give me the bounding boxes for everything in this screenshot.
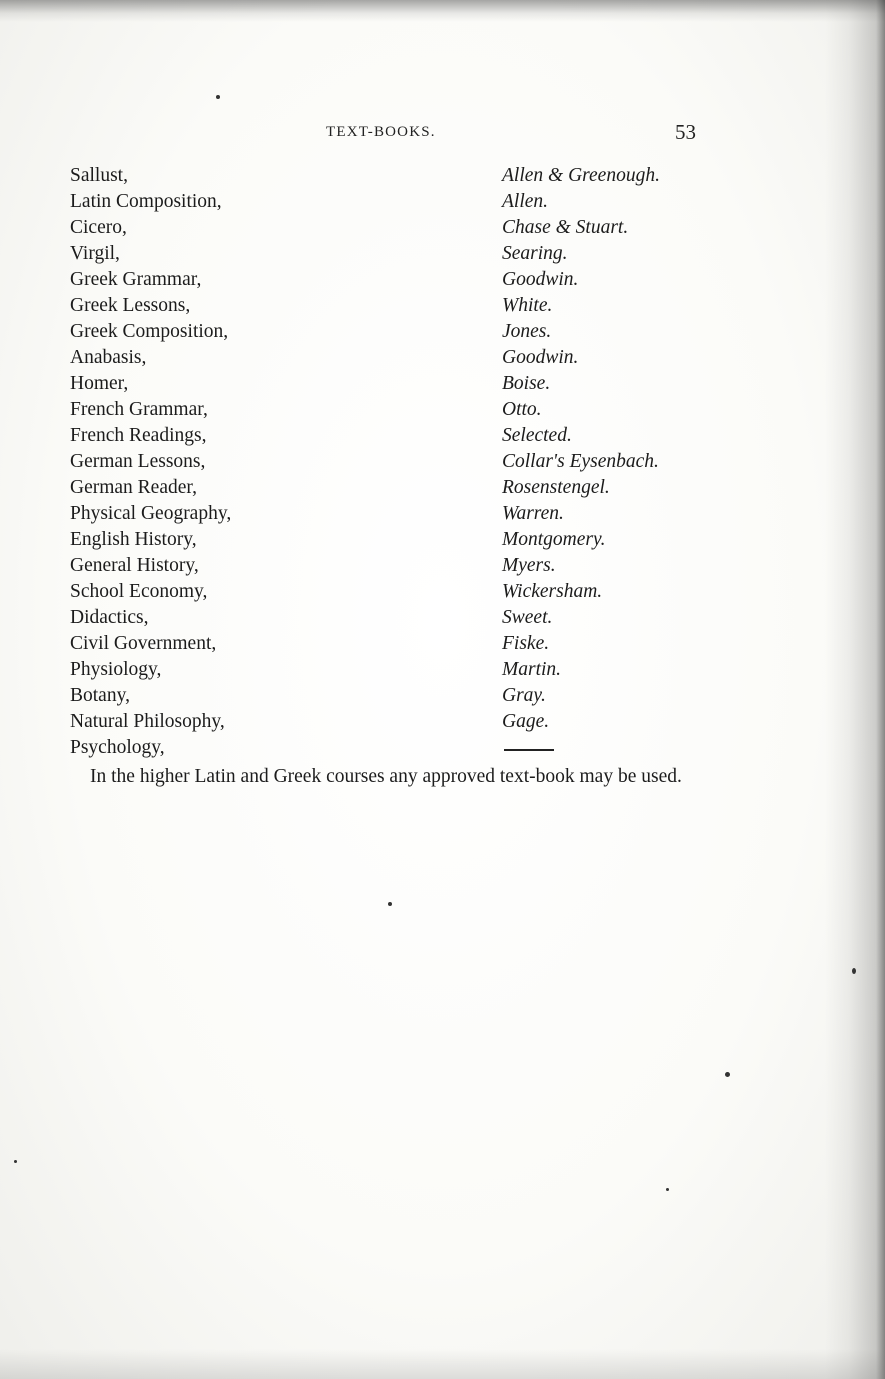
author-name: Jones. [502, 321, 552, 342]
list-item [70, 657, 710, 683]
list-item [70, 553, 710, 579]
list-item [70, 709, 710, 735]
list-item [70, 475, 710, 501]
list-item [70, 397, 710, 423]
list-item [70, 631, 710, 657]
scan-speck [216, 95, 220, 99]
list-item [70, 371, 710, 397]
author-name: Goodwin. [502, 269, 579, 290]
author-name: Wickersham. [502, 581, 603, 602]
subject-name: Psychology, [70, 737, 165, 758]
list-item [70, 449, 710, 475]
author-name: Chase & Stuart. [502, 217, 629, 238]
author-name: Allen. [502, 191, 549, 212]
scan-speck [14, 1160, 17, 1163]
author-name: Gray. [502, 685, 546, 706]
author-name: Goodwin. [502, 347, 579, 368]
list-item [70, 527, 710, 553]
subject-name: Cicero, [70, 217, 127, 238]
author-blank-rule [504, 749, 554, 751]
subject-name: Homer, [70, 373, 129, 394]
textbook-list [70, 163, 710, 761]
author-name: Allen & Greenough. [502, 165, 660, 186]
author-name: Collar's Eysenbach. [502, 451, 659, 472]
list-item [70, 423, 710, 449]
author-name: Gage. [502, 711, 550, 732]
list-item [70, 345, 710, 371]
list-item [70, 683, 710, 709]
author-name: Sweet. [502, 607, 553, 628]
subject-name: Anabasis, [70, 347, 147, 368]
subject-name: German Lessons, [70, 451, 206, 472]
subject-name: School Economy, [70, 581, 208, 602]
subject-name: Greek Composition, [70, 321, 229, 342]
author-name: Fiske. [502, 633, 550, 654]
subject-name: Sallust, [70, 165, 128, 186]
scan-speck [852, 968, 856, 974]
subject-name: Botany, [70, 685, 130, 706]
author-name: White. [502, 295, 553, 316]
author-name: Martin. [502, 659, 562, 680]
list-item [70, 579, 710, 605]
author-name: Myers. [502, 555, 556, 576]
scan-speck [666, 1188, 669, 1191]
scan-speck [388, 902, 392, 906]
scan-speck [725, 1072, 730, 1077]
author-name: Montgomery. [502, 529, 606, 550]
running-title: TEXT-BOOKS. [326, 124, 436, 140]
list-item [70, 735, 710, 761]
subject-name: Greek Grammar, [70, 269, 202, 290]
list-item [70, 605, 710, 631]
author-name: Searing. [502, 243, 568, 264]
list-item [70, 163, 710, 189]
list-item [70, 501, 710, 527]
list-item [70, 241, 710, 267]
subject-name: Civil Government, [70, 633, 217, 654]
list-item [70, 215, 710, 241]
page-edge-bottom [0, 1349, 885, 1379]
subject-name: Natural Philosophy, [70, 711, 225, 732]
page-number: 53 [675, 120, 696, 144]
subject-name: Latin Composition, [70, 191, 222, 212]
subject-name: French Grammar, [70, 399, 208, 420]
page-edge-top [0, 0, 885, 22]
subject-name: Greek Lessons, [70, 295, 191, 316]
subject-name: Didactics, [70, 607, 149, 628]
subject-name: English History, [70, 529, 197, 550]
subject-name: French Readings, [70, 425, 207, 446]
running-head [0, 120, 885, 144]
author-name: Boise. [502, 373, 551, 394]
list-item [70, 319, 710, 345]
author-name: Selected. [502, 425, 572, 446]
subject-name: Physical Geography, [70, 503, 232, 524]
list-item [70, 189, 710, 215]
author-name: Otto. [502, 399, 542, 420]
subject-name: Virgil, [70, 243, 120, 264]
subject-name: German Reader, [70, 477, 197, 498]
list-item [70, 267, 710, 293]
page-edge-right [825, 0, 885, 1379]
subject-name: General History, [70, 555, 199, 576]
subject-name: Physiology, [70, 659, 162, 680]
list-item [70, 293, 710, 319]
author-name: Warren. [502, 503, 564, 524]
author-name: Rosenstengel. [502, 477, 610, 498]
note-paragraph: In the higher Latin and Greek courses any approved text-book may be used. [90, 766, 682, 787]
